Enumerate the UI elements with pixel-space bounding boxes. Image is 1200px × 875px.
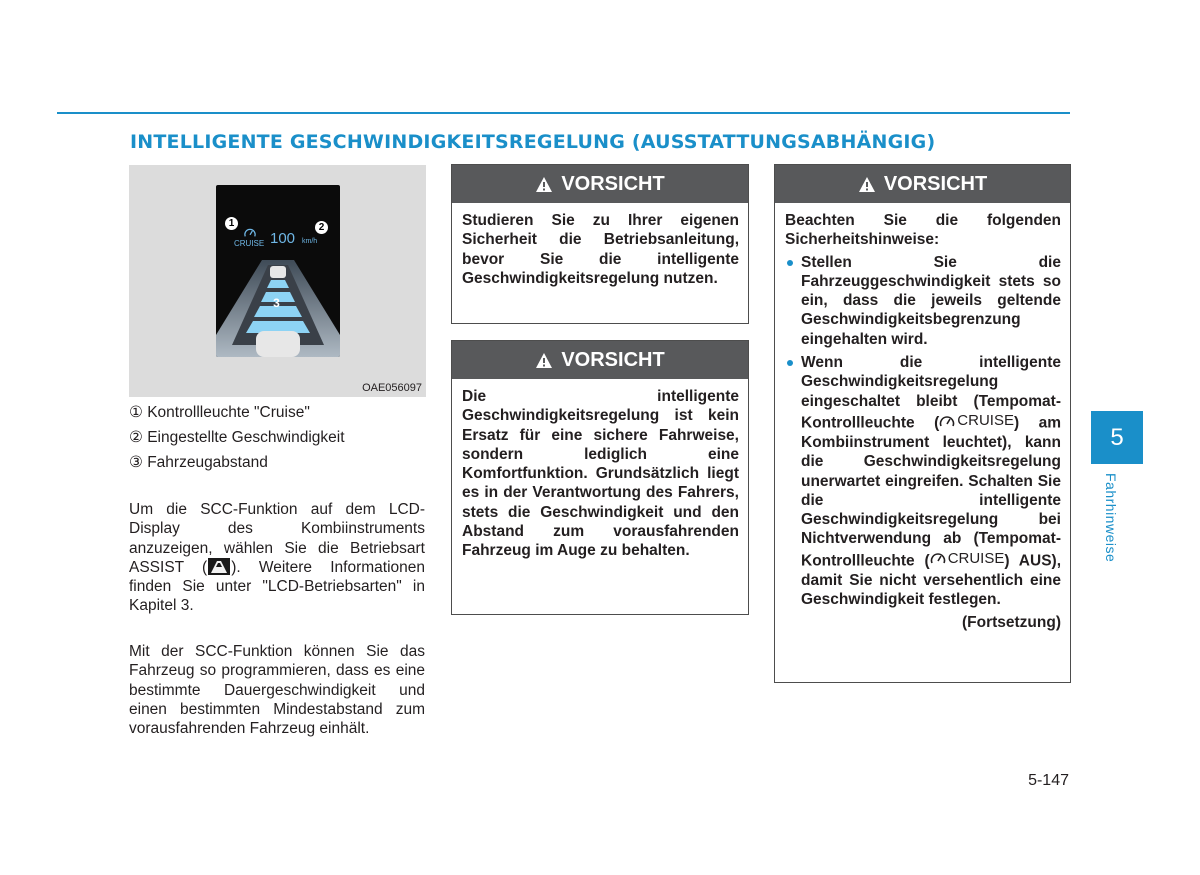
caution-box-1: [451, 164, 749, 324]
bullet-item: [785, 353, 1061, 609]
callout-1: 1: [225, 217, 238, 230]
road-illustration-icon: [216, 185, 340, 357]
caution-text: Die intelligente Geschwindigkeitsregelung ist kein Ersatz für eine sichere Fahrweise, sondern lediglich eine Komfortfunktion. Grundsätzlich liegt es in der Verantwortung des Fahrers, stets die Geschwindigkeit und den Abstand zum vorausfahrenden Fahrzeug im Auge zu behalten.: [462, 388, 739, 560]
cruise-gauge-icon: [939, 414, 955, 428]
callout-3: 3: [273, 296, 280, 310]
cruise-gauge-icon: [930, 551, 946, 565]
caution-box-2: [451, 340, 749, 615]
assist-mode-icon: [208, 558, 230, 575]
legend-item: ② Eingestellte Geschwindigkeit: [129, 429, 345, 446]
header-rule: [57, 112, 1070, 114]
cruise-word: CRUISE: [947, 549, 1005, 567]
warning-triangle-icon: [535, 352, 553, 369]
caution-heading: VORSICHT: [561, 172, 665, 195]
chapter-label: Fahrhinweise: [1103, 473, 1119, 563]
cluster-figure: [129, 165, 426, 397]
caution-bullets: [785, 253, 1061, 610]
bullet-item: Stellen Sie die Fahrzeuggeschwindigkeit stets so ein, dass die jeweils geltende Geschwindigkeitsbegrenzung eingehalten wird.: [785, 253, 1061, 349]
bullet-text: ) am Kombiinstrument leuchtet), kann die Geschwindigkeitsregelung unerwartet eingreifen. Schalten Sie die intelligente Geschwindigkeitsregelung bei Nichtverwendung ab (Tempomat-Kontrollleuchte (: [801, 414, 1062, 570]
chapter-tab[interactable]: 5: [1091, 411, 1143, 464]
section-title: INTELLIGENTE GESCHWINDIGKEITSREGELUNG (AUSSTATTUNGSABHÄNGIG): [130, 131, 936, 153]
continued-label: (Fortsetzung): [961, 614, 1061, 632]
bullet-text: Wenn die intelligente Geschwindigkeitsregelung eingeschaltet bleibt (Tempomat-Kontrollleuchte (: [801, 354, 1061, 432]
bullet-text: ) AUS), damit Sie nicht versehentlich eine Geschwindigkeit festlegen.: [801, 552, 1062, 608]
set-speed: 100: [270, 230, 296, 247]
figure-code: OAE056097: [362, 382, 422, 394]
caution-header: [452, 165, 748, 203]
paragraph-text: ). Weitere Informationen finden Sie unter "LCD-Betriebsarten" in Kapitel 3.: [129, 558, 425, 615]
cruise-label: CRUISE: [234, 239, 265, 248]
legend-item: ③ Fahrzeugabstand: [129, 454, 268, 471]
cruise-word: CRUISE: [957, 411, 1014, 429]
caution-heading: VORSICHT: [561, 348, 665, 371]
cruise-indicator: [930, 549, 1005, 568]
caution-header: [775, 165, 1070, 203]
cruise-gauge-icon: [243, 227, 257, 238]
paragraph-text: Um die SCC-Funktion auf dem LCD-Display des Kombiinstruments anzuzeigen, wählen Sie die Betriebsart ASSIST (: [129, 501, 425, 576]
callout-2: 2: [315, 221, 328, 234]
figure-legend: [129, 403, 345, 478]
cluster-display: [216, 185, 340, 357]
caution-heading: VORSICHT: [883, 172, 988, 195]
warning-triangle-icon: [535, 176, 553, 193]
legend-item: ① Kontrollleuchte "Cruise": [129, 404, 310, 421]
paragraph-scc: Mit der SCC-Funktion können Sie das Fahrzeug so programmieren, dass es eine bestimmte Dauergeschwindigkeit und einen bestimmten Mindestabstand zum vorausfahrenden Fahrzeug einhält.: [129, 643, 425, 738]
caution-header: [452, 341, 748, 379]
warning-triangle-icon: [858, 176, 876, 193]
speed-unit: km/h: [302, 238, 318, 245]
cruise-indicator: [939, 411, 1014, 430]
page-number: 5-147: [1028, 772, 1069, 789]
caution-intro: Beachten Sie die folgenden Sicherheitshinweise:: [785, 212, 1061, 249]
paragraph-assist: [129, 500, 425, 616]
caution-box-3: [774, 164, 1071, 683]
caution-text: Studieren Sie zu Ihrer eigenen Sicherheit die Betriebsanleitung, bevor Sie die intelligente Geschwindigkeitsregelung nutzen.: [462, 212, 739, 287]
